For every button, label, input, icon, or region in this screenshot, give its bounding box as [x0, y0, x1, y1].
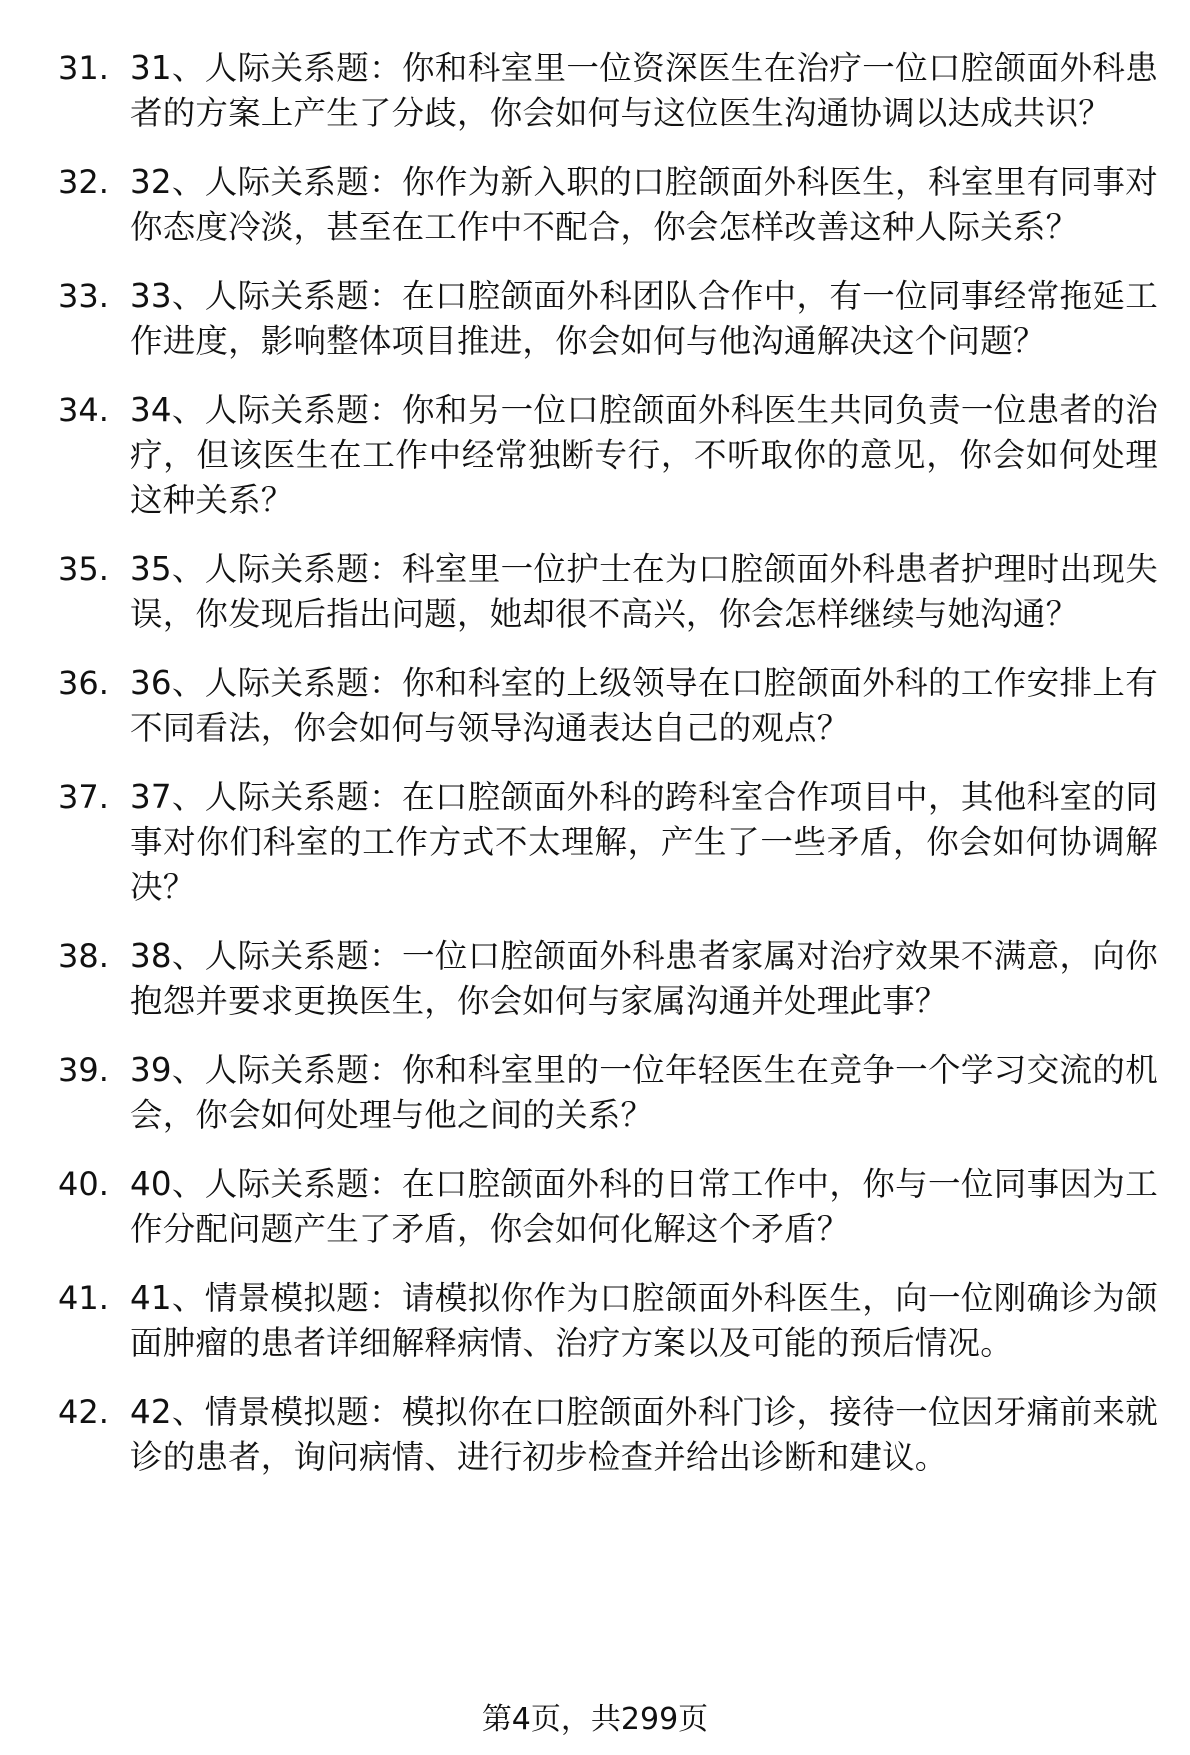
list-item	[58, 547, 1158, 637]
question-number: 31.	[58, 49, 109, 87]
question-text: 34、人际关系题：你和另一位口腔颌面外科医生共同负责一位患者的治疗，但该医生在工作中经常独断专行，不听取你的意见，你会如何处理这种关系？	[130, 391, 1158, 519]
question-number: 38.	[58, 937, 109, 975]
question-number: 34.	[58, 391, 109, 429]
page-footer: 第4页，共299页	[481, 1702, 709, 1737]
question-text: 38、人际关系题：一位口腔颌面外科患者家属对治疗效果不满意，向你抱怨并要求更换医生，你会如何与家属沟通并处理此事？	[130, 937, 1158, 1020]
question-number: 41.	[58, 1279, 109, 1317]
question-number: 37.	[58, 778, 109, 816]
question-text: 32、人际关系题：你作为新入职的口腔颌面外科医生，科室里有同事对你态度冷淡，甚至在工作中不配合，你会怎样改善这种人际关系？	[130, 163, 1158, 246]
list-item	[58, 1048, 1158, 1138]
list-item	[58, 934, 1158, 1024]
question-text: 33、人际关系题：在口腔颌面外科团队合作中，有一位同事经常拖延工作进度，影响整体项目推进，你会如何与他沟通解决这个问题？	[130, 277, 1158, 360]
question-number: 35.	[58, 550, 109, 588]
question-text: 35、人际关系题：科室里一位护士在为口腔颌面外科患者护理时出现失误，你发现后指出问题，她却很不高兴，你会怎样继续与她沟通？	[130, 550, 1158, 633]
list-item	[58, 388, 1158, 523]
question-number: 33.	[58, 277, 109, 315]
question-text: 39、人际关系题：你和科室里的一位年轻医生在竞争一个学习交流的机会，你会如何处理与他之间的关系？	[130, 1051, 1158, 1134]
list-item	[58, 274, 1158, 364]
list-item	[58, 1390, 1158, 1480]
question-number: 36.	[58, 664, 109, 702]
question-text: 41、情景模拟题：请模拟你作为口腔颌面外科医生，向一位刚确诊为颌面肿瘤的患者详细解释病情、治疗方案以及可能的预后情况。	[130, 1279, 1158, 1362]
question-text: 37、人际关系题：在口腔颌面外科的跨科室合作项目中，其他科室的同事对你们科室的工作方式不太理解，产生了一些矛盾，你会如何协调解决？	[130, 778, 1158, 906]
question-number: 42.	[58, 1393, 109, 1431]
question-number: 32.	[58, 163, 109, 201]
list-item	[58, 160, 1158, 250]
question-text: 40、人际关系题：在口腔颌面外科的日常工作中，你与一位同事因为工作分配问题产生了矛盾，你会如何化解这个矛盾？	[130, 1165, 1158, 1248]
list-item	[58, 1162, 1158, 1252]
list-item	[58, 1276, 1158, 1366]
question-text: 42、情景模拟题：模拟你在口腔颌面外科门诊，接待一位因牙痛前来就诊的患者，询问病情、进行初步检查并给出诊断和建议。	[130, 1393, 1158, 1476]
list-item	[58, 661, 1158, 751]
question-text: 36、人际关系题：你和科室的上级领导在口腔颌面外科的工作安排上有不同看法，你会如何与领导沟通表达自己的观点？	[130, 664, 1158, 747]
question-list	[58, 46, 1158, 1504]
list-item	[58, 775, 1158, 910]
question-number: 40.	[58, 1165, 109, 1203]
question-text: 31、人际关系题：你和科室里一位资深医生在治疗一位口腔颌面外科患者的方案上产生了分歧，你会如何与这位医生沟通协调以达成共识？	[130, 49, 1158, 132]
question-number: 39.	[58, 1051, 109, 1089]
list-item	[58, 46, 1158, 136]
